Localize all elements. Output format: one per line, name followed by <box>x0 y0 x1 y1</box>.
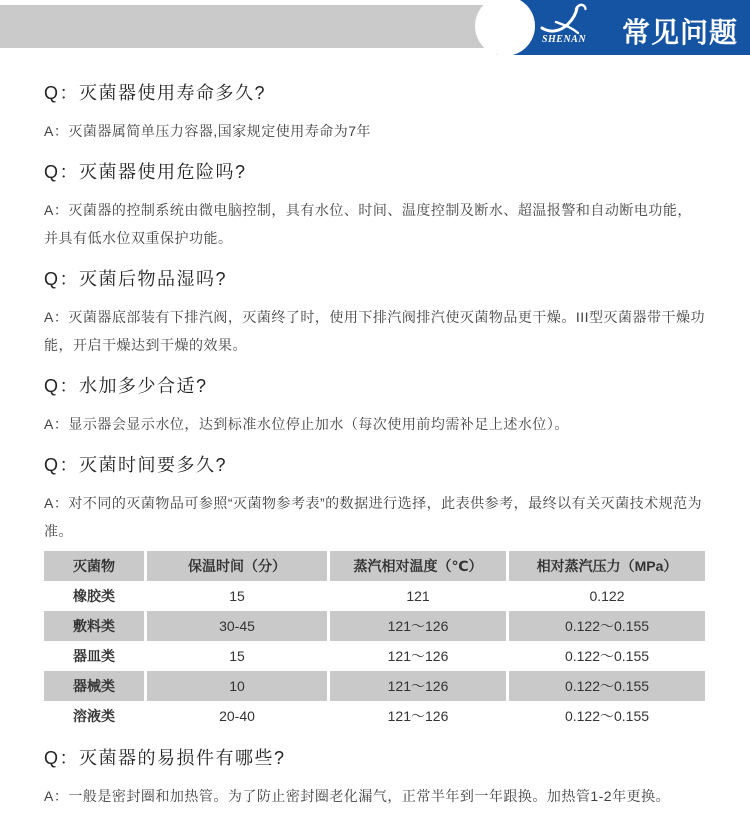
table-cell: 橡胶类 <box>73 588 115 604</box>
table-header-cell: 蒸汽相对温度（℃） <box>330 551 506 581</box>
faq-question: Q：灭菌器使用寿命多久? <box>44 83 267 103</box>
table-cell: 121～126 <box>387 708 449 724</box>
table-cell: 0.122 <box>589 588 625 604</box>
table-row <box>44 611 705 641</box>
table-row <box>44 641 705 671</box>
table-header-row <box>44 551 705 581</box>
faq-question: Q：灭菌后物品湿吗? <box>44 269 228 289</box>
faq-question: Q：灭菌器使用危险吗? <box>44 162 247 182</box>
table-cell: 30-45 <box>147 611 327 641</box>
faq-answer: A：一般是密封圈和加热管。为了防止密封圈老化漏气，正常半年到一年跟换。加热管1-2年更换。 <box>44 788 671 804</box>
page-header <box>0 0 750 55</box>
table-cell: 10 <box>147 671 327 701</box>
sterilization-reference-table <box>44 551 705 731</box>
table-cell: 121 <box>406 588 430 604</box>
table-cell: 15 <box>229 648 245 664</box>
table-cell: 敷料类 <box>44 611 144 641</box>
table-cell: 121～126 <box>387 648 449 664</box>
faq-question: Q：灭菌时间要多久? <box>44 455 228 475</box>
faq-answer: A：显示器会显示水位，达到标准水位停止加水（每次使用前均需补足上述水位）。 <box>44 416 569 432</box>
table-cell: 0.122～0.155 <box>509 671 705 701</box>
faq-question: Q：灭菌器的易损件有哪些? <box>44 748 286 768</box>
table-cell: 15 <box>229 588 245 604</box>
table-header-cell: 灭菌物 <box>44 551 144 581</box>
table-cell: 20-40 <box>219 708 255 724</box>
table-row <box>44 701 705 731</box>
faq-answer: A：对不同的灭菌物品可参照“灭菌物参考表”的数据进行选择，此表供参考，最终以有关灭菌技术规范为准。 <box>44 495 703 539</box>
brand-name: SHENAN <box>541 34 587 45</box>
table-header-cell: 保温时间（分） <box>147 551 327 581</box>
page-title: 常见问题 <box>622 17 739 48</box>
table-cell: 0.122～0.155 <box>564 708 650 724</box>
table-cell: 器皿类 <box>73 648 115 664</box>
faq-question: Q：水加多少合适? <box>44 376 208 396</box>
table-row <box>44 581 705 611</box>
faq-answer: A：灭菌器的控制系统由微电脑控制，具有水位、时间、温度控制及断水、超温报警和自动断电功能，并具有低水位双重保护功能。 <box>44 202 692 246</box>
table-header-cell: 相对蒸汽压力（MPa） <box>509 551 705 581</box>
table-cell: 121～126 <box>330 671 506 701</box>
faq-content <box>0 82 750 810</box>
faq-answer: A：灭菌器底部装有下排汽阀，灭菌终了时，使用下排汽阀排汽使灭菌物品更干燥。III型灭菌器带干燥功能，开启干燥达到干燥的效果。 <box>44 309 706 353</box>
table-cell: 溶液类 <box>73 708 115 724</box>
table-cell: 121～126 <box>330 611 506 641</box>
crane-icon <box>534 2 594 36</box>
table-cell: 0.122～0.155 <box>564 648 650 664</box>
header-gray-bar <box>0 5 528 48</box>
table-row <box>44 671 705 701</box>
table-cell: 器械类 <box>44 671 144 701</box>
brand-logo <box>534 2 594 52</box>
table-cell: 0.122～0.155 <box>509 611 705 641</box>
faq-answer: A：灭菌器属简单压力容器,国家规定使用寿命为7年 <box>44 123 372 139</box>
